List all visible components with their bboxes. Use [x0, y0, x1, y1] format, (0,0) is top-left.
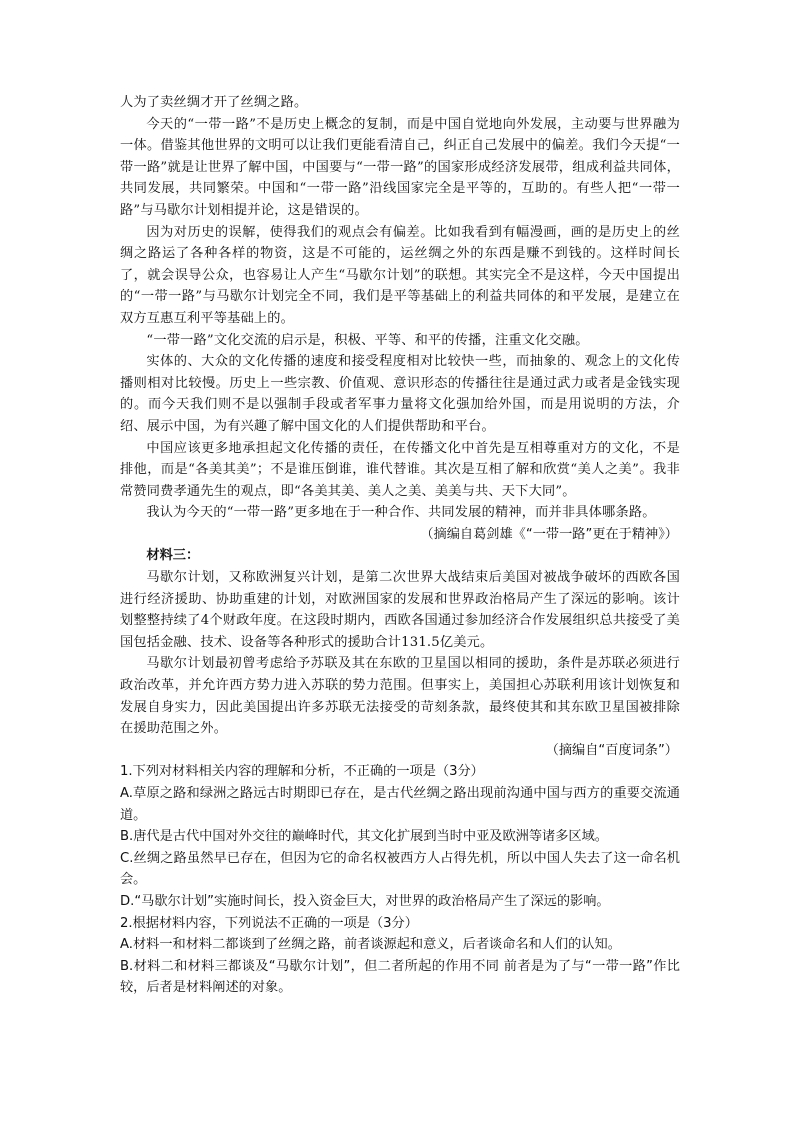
answer-option: B.材料二和材料三都谈及“马歇尔计划”，但二者所起的作用不同 前者是为了与“一带一路”作比较，后者是材料阐述的对象。 — [120, 958, 680, 996]
paragraph: 中国应该更多地承担起文化传播的责任，在传播文化中首先是互相尊重对方的文化，不是排他，而是“各美其美”；不是谁压倒谁，谁代替谁。其次是互相了解和欣赏“美人之美”。我非常赞同费孝通先生的观点，即“各美其美、美人之美、美美与共、天下大同”。 — [120, 440, 680, 499]
paragraph: 今天的“一带一路”不是历史上概念的复制，而是中国自觉地向外发展，主动要与世界融为一体。借鉴其他世界的文明可以让我们更能看清自己，纠正自己发展中的偏差。我们今天提“一带一路”就是让世界了解中国，中国要与“一带一路”的国家形成经济发展带，组成利益共同体，共同发展，共同繁荣。中国和“一带一路”沿线国家完全是平等的，互助的。有些人把“一带一路”与马歇尔计划相提并论，这是错误的。 — [120, 116, 680, 218]
source-citation: （摘编自“百度词条”） — [545, 742, 678, 758]
paragraph: 人为了卖丝绸才开了丝绸之路。 — [120, 95, 308, 110]
paragraph: 马歇尔计划，又称欧洲复兴计划，是第二次世界大战结束后美国对被战争破坏的西欧各国进行经济援助、协助重建的计划，对欧洲国家的发展和世界政治格局产生了深远的影响。该计划整整持续了4个财政年度。在这段时期内，西欧各国通过参加经济合作发展组织总共接受了美国包括金融、技术、设备等各种形式的援助合计131.5亿美元。 — [120, 570, 680, 650]
paragraph: “一带一路”文化交流的启示是，积极、平等、和平的传播，注重文化交融。 — [146, 332, 589, 348]
paragraph: 马歇尔计划最初曾考虑给予苏联及其在东欧的卫星国以相同的援助，条件是苏联必须进行政治改革，并允许西方势力进入苏联的势力范围。但事实上，美国担心苏联利用该计划恢复和发展自身实力，因此美国提出许多苏联无法接受的苛刻条款，最终使其和其东欧卫星国被排除在援助范围之外。 — [120, 656, 680, 737]
paragraph: 实体的、大众的文化传播的速度和接受程度相对比较快一些，而抽象的、观念上的文化传播则相对比较慢。历史上一些宗教、价值观、意识形态的传播往往是通过武力或者是金钱实现的。而今天我们则不是以强制手段或者军事力量将文化强加给外国，而是用说明的方法，介绍、展示中国，为有兴趣了解中国文化的人们提供帮助和平台。 — [120, 354, 680, 434]
answer-option: A.草原之路和绿洲之路远古时期即已存在，是古代丝绸之路出现前沟通中国与西方的重要交流通道。 — [120, 786, 680, 823]
answer-option: A.材料一和材料二都谈到了丝绸之路，前者谈源起和意义，后者谈命名和人们的认知。 — [120, 937, 621, 953]
answer-option: B.唐代是古代中国对外交往的巅峰时代，其文化扩展到当时中亚及欧洲等诸多区域。 — [120, 829, 608, 845]
document-page — [120, 92, 680, 999]
source-citation: （摘编自葛剑雄《“一带一路”更在于精神》） — [420, 526, 678, 542]
answer-option: D.“马歇尔计划”实施时间长，投入资金巨大，对世界的政治格局产生了深远的影响。 — [120, 893, 610, 909]
answer-option: C.丝绸之路虽然早已存在，但因为它的命名权被西方人占得先机，所以中国人失去了这一命名机会。 — [120, 850, 680, 888]
section-heading: 材料三： — [146, 548, 200, 564]
paragraph: 因为对历史的误解，使得我们的观点会有偏差。比如我看到有幅漫画，画的是历史上的丝绸之路运了各种各样的物资，这是不可能的，运丝绸之外的东西是赚不到钱的。这样时间长了，就会误导公众，也容易让人产生“马歇尔计划”的联想。其实完全不是这样，今天中国提出的“一带一路”与马歇尔计划完全不同，我们是平等基础上的利益共同体的和平发展，是建立在双方互惠互利平等基础上的。 — [120, 224, 680, 326]
question-stem: 1.下列对材料相关内容的理解和分析，不正确的一项是（3分） — [120, 764, 484, 780]
paragraph: 我认为今天的“一带一路”更多地在于一种合作、共同发展的精神，而并非具体哪条路。 — [146, 505, 656, 521]
question-stem: 2.根据材料内容，下列说法不正确的一项是（3分） — [120, 915, 418, 931]
